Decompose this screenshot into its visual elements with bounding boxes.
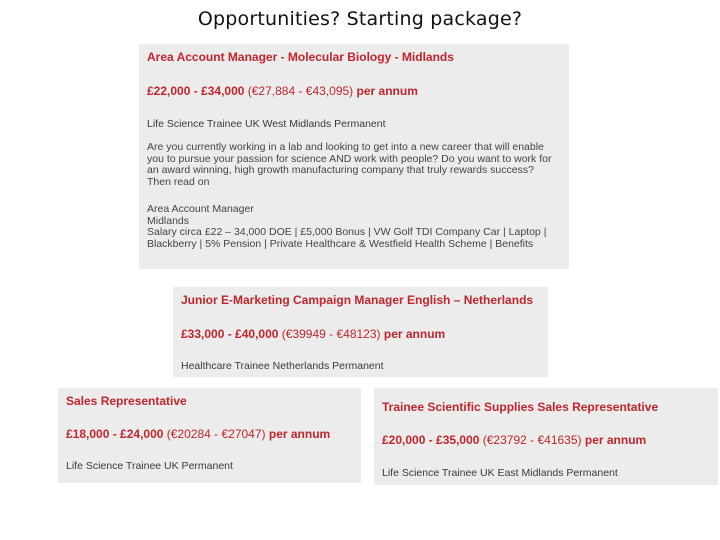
salary-suffix: per annum xyxy=(383,327,446,341)
salary xyxy=(147,84,418,98)
salary-eur: (€39949 - €48123) xyxy=(281,327,381,341)
salary xyxy=(382,433,646,447)
details-package: Salary circa £22 – 34,000 DOE | £5,000 Bonus | VW Golf TDI Company Car | Laptop | Blackberry | 5% Pension | Private Healthcare & Westfield Health Scheme | Benefits xyxy=(147,226,547,250)
salary-gbp: £22,000 - £34,000 xyxy=(147,84,245,98)
salary-gbp: £20,000 - £35,000 xyxy=(382,433,480,447)
salary-gbp: £18,000 - £24,000 xyxy=(66,427,164,441)
salary xyxy=(181,327,445,341)
job-title[interactable]: Junior E-Marketing Campaign Manager English – Netherlands xyxy=(181,293,534,307)
job-card-e-marketing-manager[interactable] xyxy=(173,287,548,377)
salary-suffix: per annum xyxy=(584,433,647,447)
job-meta: Life Science Trainee UK Permanent xyxy=(66,460,233,472)
job-meta: Healthcare Trainee Netherlands Permanent xyxy=(181,360,384,372)
salary-eur: (€20284 - €27047) xyxy=(166,427,266,441)
salary-suffix: per annum xyxy=(356,84,418,98)
job-card-trainee-scientific-supplies[interactable] xyxy=(374,388,718,485)
job-description: Are you currently working in a lab and looking to get into a new career that will enable you to pursue your passion for science AND work with people? Do you want to work for an award winning, high growth manufacturing company that truly rewards success? Then read on xyxy=(147,141,552,188)
job-title[interactable]: Trainee Scientific Supplies Sales Representative xyxy=(382,400,659,414)
job-title[interactable]: Area Account Manager - Molecular Biology - Midlands xyxy=(147,50,454,64)
details-role: Area Account Manager xyxy=(147,203,254,215)
salary-suffix: per annum xyxy=(268,427,331,441)
job-card-sales-representative[interactable] xyxy=(58,388,361,483)
slide-title: Opportunities? Starting package? xyxy=(197,8,523,30)
salary-eur: (€27,884 - €43,095) xyxy=(247,84,354,98)
job-meta: Life Science Trainee UK West Midlands Permanent xyxy=(147,118,386,130)
salary xyxy=(66,427,330,441)
job-card-area-account-manager[interactable] xyxy=(139,44,569,269)
salary-gbp: £33,000 - £40,000 xyxy=(181,327,279,341)
job-meta: Life Science Trainee UK East Midlands Permanent xyxy=(382,467,618,479)
job-details xyxy=(147,204,557,250)
job-title[interactable]: Sales Representative xyxy=(66,394,187,408)
details-location: Midlands xyxy=(147,214,190,227)
salary-eur: (€23792 - €41635) xyxy=(482,433,582,447)
